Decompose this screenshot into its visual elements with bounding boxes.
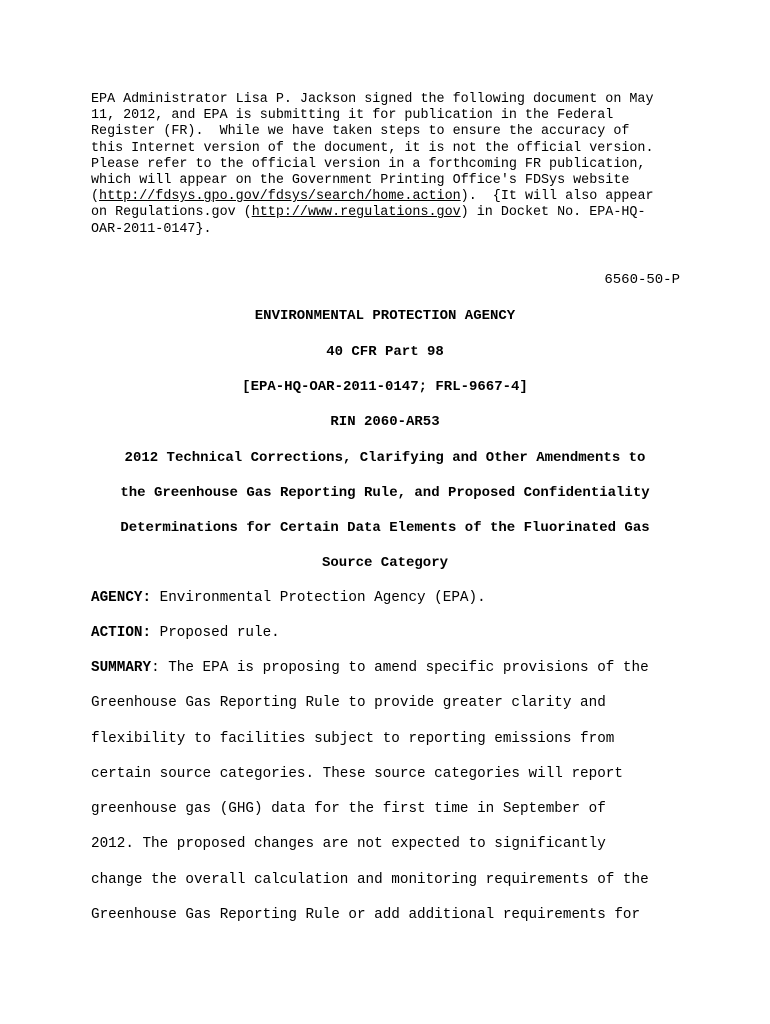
docket-heading: [EPA-HQ-OAR-2011-0147; FRL-9667-4] — [242, 379, 528, 395]
notice-line: which will appear on the Government Printing Office's FDSys website — [91, 173, 630, 189]
document-number: 6560-50-P — [604, 272, 680, 288]
notice-line: Register (FR). While we have taken steps to ensure the accuracy of — [91, 124, 630, 140]
regulations-link[interactable]: http://www.regulations.gov — [251, 205, 461, 221]
notice-line: Please refer to the official version in a forthcoming FR publication, — [91, 156, 646, 172]
action-label: ACTION: — [91, 625, 152, 641]
agency-label: AGENCY: — [91, 590, 152, 606]
agency-heading: ENVIRONMENTAL PROTECTION AGENCY — [254, 308, 516, 324]
title-line: Source Category — [321, 555, 449, 571]
notice-text: ). {It will also appear — [460, 189, 654, 205]
action-row — [91, 625, 280, 641]
rin-heading: RIN 2060-AR53 — [330, 414, 440, 430]
title-line: 2012 Technical Corrections, Clarifying and Other Amendments to — [124, 450, 646, 466]
cfr-heading: 40 CFR Part 98 — [326, 344, 444, 360]
notice-text: ( — [91, 189, 100, 205]
summary-row — [91, 660, 649, 676]
summary-line: change the overall calculation and monitoring requirements of the — [91, 872, 649, 888]
summary-text: : The EPA is proposing to amend specific provisions of the — [151, 660, 649, 676]
summary-line: 2012. The proposed changes are not expected to significantly — [91, 836, 606, 852]
notice-line: OAR-2011-0147}. — [91, 221, 212, 237]
notice-line: this Internet version of the document, it is not the official version. — [91, 140, 654, 156]
publication-notice — [91, 92, 691, 238]
notice-line: EPA Administrator Lisa P. Jackson signed the following document on May — [91, 92, 654, 107]
notice-text: on Regulations.gov ( — [91, 205, 252, 221]
summary-line: Greenhouse Gas Reporting Rule to provide greater clarity and — [91, 695, 606, 711]
title-line: Determinations for Certain Data Elements of the Fluorinated Gas — [120, 520, 650, 536]
summary-line: certain source categories. These source categories will report — [91, 766, 623, 782]
notice-text: ) in Docket No. EPA-HQ- — [460, 205, 646, 221]
fdsys-link[interactable]: http://fdsys.gpo.gov/fdsys/search/home.action — [99, 189, 461, 205]
notice-line: 11, 2012, and EPA is submitting it for publication in the Federal — [91, 108, 614, 124]
summary-line: flexibility to facilities subject to reporting emissions from — [91, 731, 615, 747]
title-line: the Greenhouse Gas Reporting Rule, and Proposed Confidentiality — [120, 485, 650, 501]
summary-line: greenhouse gas (GHG) data for the first time in September of — [91, 801, 606, 817]
agency-text: Environmental Protection Agency (EPA). — [151, 590, 486, 606]
agency-row — [91, 590, 486, 606]
summary-label: SUMMARY — [91, 660, 152, 676]
summary-line: Greenhouse Gas Reporting Rule or add additional requirements for — [91, 907, 641, 923]
action-text: Proposed rule. — [151, 625, 280, 641]
